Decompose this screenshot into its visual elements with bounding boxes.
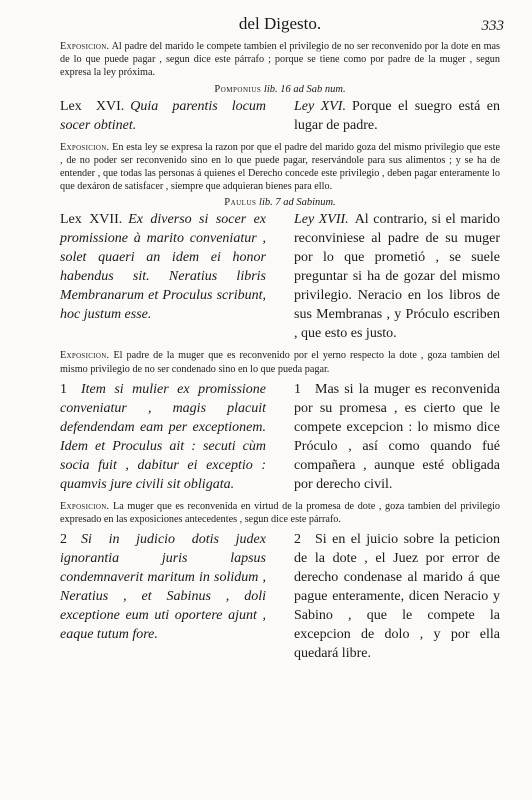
latin-law-text: Quia parentis locum socer obtinet.: [60, 98, 266, 133]
latin-law-text: Item si mulier ex promissione conveniatur , magis placuit defendendam eam per exceptionem. Idem et Proculus ait : secuti cùm socia fuit , dabitur ei exceptio : quamvis jure civili sit obligata.: [60, 381, 266, 492]
law-columns: [60, 530, 500, 663]
running-title: del Digesto.: [238, 14, 322, 33]
latin-law-text: Si in judicio dotis judex ignorantia juris lapsus condemnaverit maritum in solidum , Neratius , et Sabinus , doli exceptione eum uti oportere ajunt , eaque tutum fore.: [60, 532, 266, 643]
source-author: Paulus: [224, 197, 257, 209]
spanish-law-heading: Ley XVII.: [294, 212, 349, 228]
latin-law-text: Ex diverso si socer ex promissione à marito conveniatur , solet quaeri an idem ei honor habendus sit. Neratius libris Membranarum et Proculus scribunt, hoc justum esse.: [60, 212, 266, 323]
spanish-column: [294, 97, 500, 135]
source-citation: [60, 197, 500, 208]
exposicion-label: Exposicion.: [60, 350, 110, 362]
spanish-paragraph-number: 1: [294, 381, 301, 397]
exposicion-text: El padre de la muger que es reconvenido por el yerno respecto la dote , goza tambien del mismo privilegio de no ser condenado sino en lo que pueda pagar.: [60, 350, 500, 375]
latin-law-heading: Lex XVII.: [60, 212, 123, 228]
latin-paragraph-number: 2: [60, 532, 67, 548]
exposicion-text: La muger que es reconvenida en virtud de la promesa de dote , goza tambien del privilegio expresado en las exposiciones antecedentes , segun dice este párrafo.: [60, 500, 500, 526]
spanish-law-text: Porque el suegro está en lugar de padre.: [294, 98, 500, 133]
spanish-paragraph-number: 2: [294, 532, 301, 548]
latin-column: [60, 530, 266, 663]
latin-column: [60, 380, 266, 494]
page: [60, 14, 504, 669]
latin-column: [60, 97, 266, 135]
source-author: Pomponius: [214, 83, 262, 95]
source-ref: lib. 16 ad Sab num.: [261, 83, 346, 95]
spanish-law-text: Mas si la muger es reconvenida por su promesa , es cierto que le compete excepcion : lo mismo dice Próculo , así como quando fué compañera , aunque esté obligada por derecho civil.: [294, 381, 500, 492]
exposicion-label: Exposicion.: [60, 141, 110, 153]
exposicion-paragraph: [60, 349, 500, 375]
exposicion-text: En esta ley se expresa la razon por que el padre del marido goza del mismo privilegio que este , de no poder ser reconvenido sino en lo que puede pagar, reservándole para sus alimentos ; y se ha de entender , que todas las personas á quienes el Derecho concede este privilegio , deben pagar enteramente lo que dexáron de satisfacer , siempre que adquieran bienes para ello.: [60, 141, 500, 193]
law-columns: [60, 97, 500, 135]
spanish-column: [294, 530, 500, 663]
exposicion-paragraph: [60, 500, 500, 526]
latin-column: [60, 210, 266, 343]
source-citation: [60, 84, 500, 95]
exposicion-label: Exposicion.: [60, 41, 110, 52]
spanish-column: [294, 380, 500, 494]
latin-paragraph-number: 1: [60, 381, 67, 397]
spanish-law-text: Si en el juicio sobre la peticion de la dote , el Juez por error de derecho condenase al marido á que pague enteramente, dicen Neracio y Sabino , que le compete la excepcion de dolo , y por ella quedará libre.: [294, 532, 500, 662]
spanish-law-text: Al contrario, si el marido reconviniese al padre de su muger por lo que prometió , se suele preguntar si ha de gozar del mismo privilegio. Neracio en los libros de sus Membranas , y Próculo escriben , que esto es justo.: [294, 212, 500, 342]
page-number: 333: [481, 18, 504, 34]
latin-law-heading: Lex XVI.: [60, 98, 125, 114]
exposicion-text: Al padre del marido le compete tambien el privilegio de no ser reconvenido por la dote en mas de lo que puede pagar , segun dice este párrafo ; porque se tiene como por padre de la muger , segun expresa la ley próxima.: [60, 41, 500, 79]
page-header: [60, 14, 504, 40]
exposicion-paragraph: [60, 40, 500, 80]
exposicion-paragraph: [60, 141, 500, 194]
source-ref: lib. 7 ad Sabinum.: [256, 197, 336, 209]
spanish-column: [294, 210, 500, 343]
law-columns: [60, 380, 500, 494]
exposicion-label: Exposicion.: [60, 500, 110, 512]
spanish-law-heading: Ley XVI.: [294, 98, 346, 114]
law-columns: [60, 210, 500, 343]
